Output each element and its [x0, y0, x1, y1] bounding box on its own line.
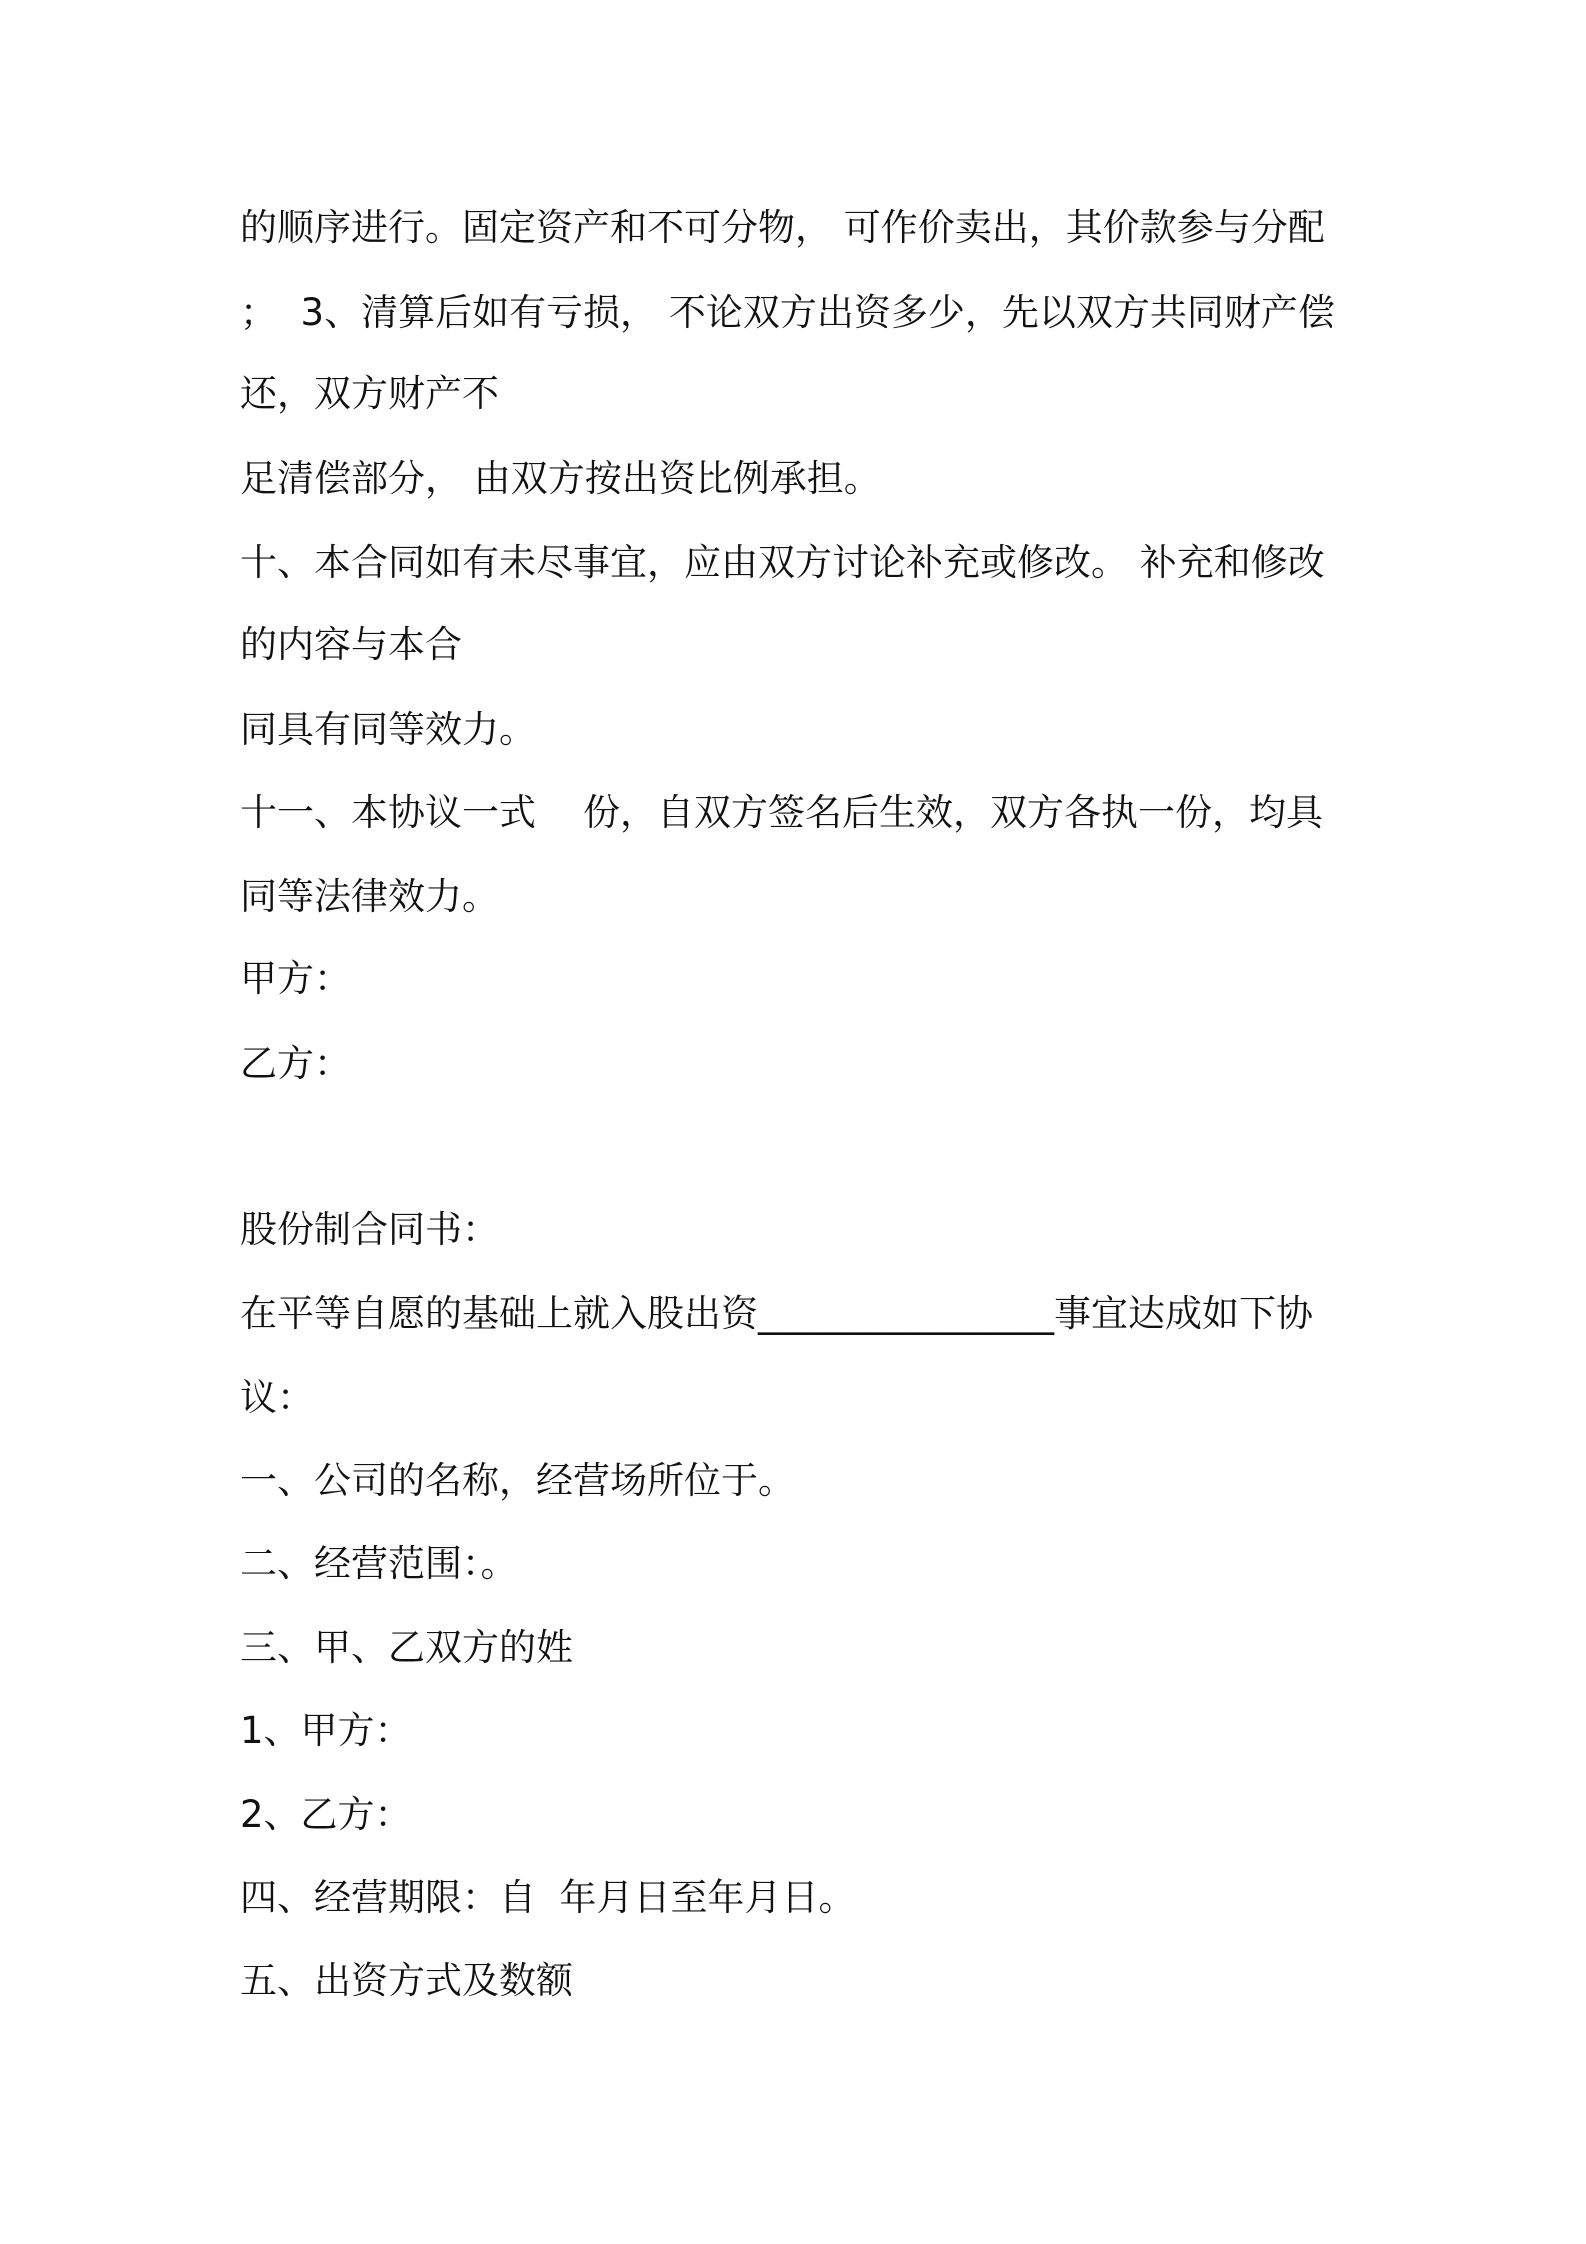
- text-line: 在平等自愿的基础上就入股出资________________事宜达成如下协: [240, 1292, 1313, 1335]
- text-line: 同具有同等效力。: [240, 708, 536, 751]
- text-line: 十一、本协议一式 份，自双方签名后生效，双方各执一份，均具: [240, 791, 1324, 834]
- text-line: 二、经营范围：。: [240, 1542, 518, 1585]
- text-line: 议：: [240, 1376, 314, 1419]
- signature-party-a: 甲方：: [240, 957, 351, 1000]
- text-line: 同等法律效力。: [240, 875, 499, 918]
- text-line: 四、经营期限：自 年月日至年月日。: [240, 1876, 856, 1919]
- text-line: 五、出资方式及数额: [240, 1959, 573, 2002]
- text-line: 一、公司的名称，经营场所位于。: [240, 1459, 795, 1502]
- signature-party-b: 乙方：: [240, 1042, 351, 1085]
- text-line: 十、本合同如有未尽事宜，应由双方讨论补充或修改。 补充和修改: [240, 541, 1325, 584]
- text-line: 2、乙方：: [240, 1793, 412, 1836]
- text-line: 的顺序进行。固定资产和不可分物， 可作价卖出，其价款参与分配: [240, 206, 1325, 249]
- section-heading: 股份制合同书：: [240, 1208, 499, 1251]
- text-line: 1、甲方：: [240, 1709, 412, 1752]
- text-line: 三、甲、乙双方的姓: [240, 1626, 573, 1669]
- text-line: 的内容与本合: [240, 623, 462, 666]
- text-line: 还，双方财产不: [240, 372, 499, 415]
- text-line: ； 3、清算后如有亏损， 不论双方出资多少，先以双方共同财产偿: [240, 291, 1335, 334]
- text-line: 足清偿部分， 由双方按出资比例承担。: [240, 457, 881, 500]
